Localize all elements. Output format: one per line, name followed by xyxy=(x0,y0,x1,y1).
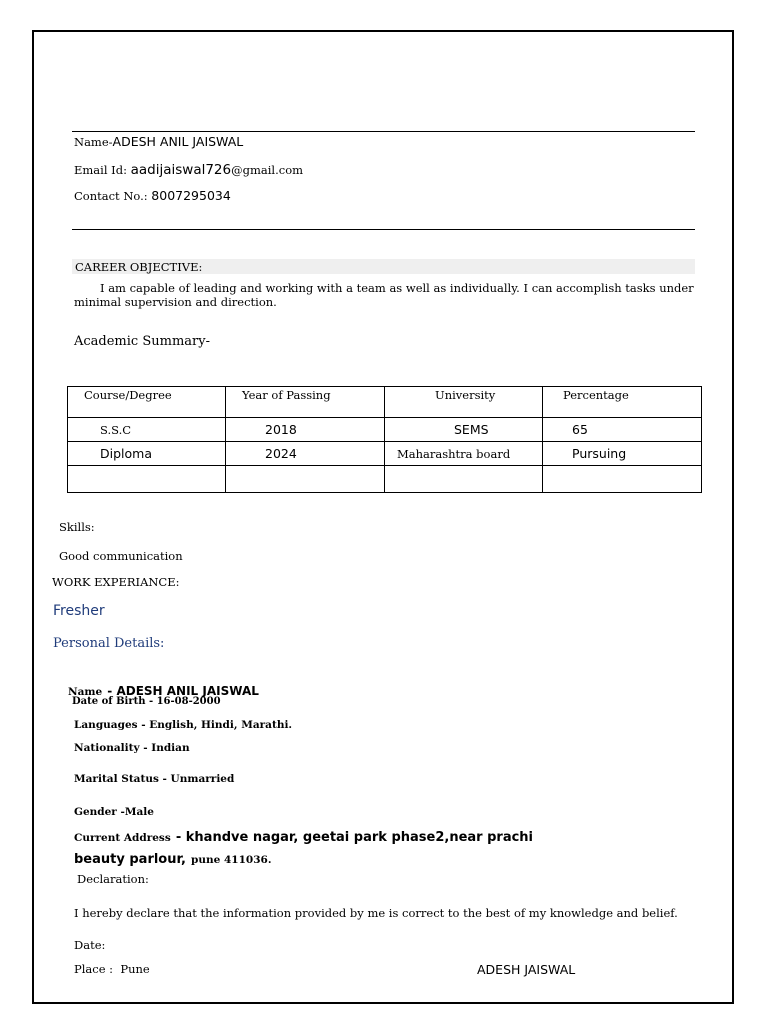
table-cell xyxy=(226,466,385,493)
table-header-cell: Course/Degree xyxy=(68,387,226,418)
gender-line xyxy=(74,806,154,818)
dob-value: 16-08-2000 xyxy=(156,696,221,707)
table-cell: S.S.C xyxy=(68,418,226,442)
declaration-heading: Declaration: xyxy=(77,872,149,886)
table-cell: 2018 xyxy=(226,418,385,442)
table-cell xyxy=(385,466,543,493)
email-domain: @gmail.com xyxy=(231,163,304,177)
address-line-2 xyxy=(74,848,271,867)
email-label: Email Id: xyxy=(74,163,127,177)
address-line2-text: beauty parlour, xyxy=(74,852,186,867)
career-objective-line1: I am capable of leading and working with a team as well as individually. I can accomplish tasks under xyxy=(100,281,694,295)
gender-label: Gender - xyxy=(74,806,125,818)
dob-label: Date of Birth - xyxy=(72,696,154,707)
name-value: ADESH ANIL JAISWAL xyxy=(112,134,244,149)
table-row xyxy=(68,418,702,442)
work-experience-value: Fresher xyxy=(53,603,105,619)
personal-name-label: Name xyxy=(68,686,103,698)
header-top-rule xyxy=(72,131,695,132)
contact-value: 8007295034 xyxy=(151,188,231,203)
place-line xyxy=(74,962,150,976)
signature-name: ADESH JAISWAL xyxy=(477,962,576,977)
academic-table xyxy=(67,386,702,493)
place-value: Pune xyxy=(120,962,150,976)
table-cell xyxy=(543,466,702,493)
header-contact-line xyxy=(74,188,231,203)
table-cell: Pursuing xyxy=(543,442,702,466)
skills-heading: Skills: xyxy=(59,520,95,534)
personal-name-value: - ADESH ANIL JAISWAL xyxy=(107,684,259,698)
table-header-cell: Percentage xyxy=(543,387,702,418)
table-cell: 2024 xyxy=(226,442,385,466)
nationality-value: Indian xyxy=(151,742,190,754)
address-pin: pune 411036. xyxy=(191,854,272,866)
career-objective-heading: CAREER OBJECTIVE: xyxy=(75,260,203,274)
address-line-1 xyxy=(74,826,533,845)
career-objective-line2: minimal supervision and direction. xyxy=(74,295,277,309)
nationality-label: Nationality - xyxy=(74,742,148,754)
languages-label: Languages - xyxy=(74,719,146,731)
dob-line xyxy=(72,696,221,707)
gender-value: Male xyxy=(124,806,154,818)
table-cell: Diploma xyxy=(68,442,226,466)
table-header-cell: Year of Passing xyxy=(226,387,385,418)
address-line1-text: - khandve nagar, geetai park phase2,near prachi xyxy=(175,830,534,845)
table-header-row xyxy=(68,387,702,418)
table-cell: SEMS xyxy=(385,418,543,442)
languages-value: English, Hindi, Marathi. xyxy=(149,719,293,731)
table-row xyxy=(68,442,702,466)
personal-details-heading: Personal Details: xyxy=(53,636,165,651)
declaration-text: I hereby declare that the information provided by me is correct to the best of my knowledge and belief. xyxy=(74,906,678,920)
place-label: Place : xyxy=(74,962,114,976)
name-label: Name- xyxy=(74,135,113,149)
marital-status-value: Unmarried xyxy=(170,773,235,785)
skills-item: Good communication xyxy=(59,549,183,563)
marital-status-label: Marital Status - xyxy=(74,773,167,785)
table-cell: 65 xyxy=(543,418,702,442)
table-row xyxy=(68,466,702,493)
nationality-line xyxy=(74,742,190,754)
work-experience-heading: WORK EXPERIANCE: xyxy=(52,575,180,589)
table-header-cell: University xyxy=(385,387,543,418)
header-email-line xyxy=(74,162,303,178)
date-label: Date: xyxy=(74,938,106,952)
header-bottom-rule xyxy=(72,229,695,230)
address-label: Current Address xyxy=(74,832,171,844)
header-name-line xyxy=(74,134,243,149)
table-cell xyxy=(68,466,226,493)
marital-status-line xyxy=(74,773,234,785)
languages-line xyxy=(74,719,292,731)
email-user: aadijaiswal726 xyxy=(130,162,232,178)
academic-summary-heading: Academic Summary- xyxy=(74,334,210,349)
table-cell: Maharashtra board xyxy=(385,442,543,466)
contact-label: Contact No.: xyxy=(74,189,148,203)
